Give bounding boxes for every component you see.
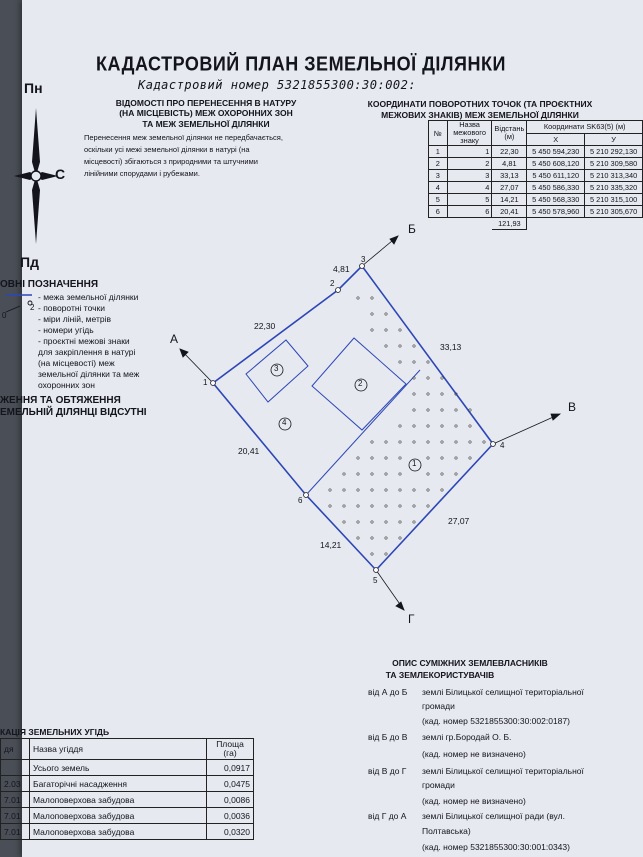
page-title: КАДАСТРОВИЙ ПЛАН ЗЕМЕЛЬНОЇ ДІЛЯНКИ <box>96 52 506 75</box>
protected-zones-body-4: лінійними спорудами і рубежами. <box>84 169 200 178</box>
cell-y: 5 210 309,580 <box>585 158 643 170</box>
protected-zones-heading-2: (НА МІСЦЕВІСТЬ) МЕЖ ОХОРОННИХ ЗОН <box>119 108 293 118</box>
cell-name: Багаторічні насадження <box>30 776 207 792</box>
cell-no: 3 <box>429 170 448 182</box>
cell-no: 1 <box>429 146 448 158</box>
col-sign-header-l1: Назва <box>459 120 480 129</box>
neighbors-heading-1: ОПИС СУМІЖНИХ ЗЕМЛЕВЛАСНИКІВ <box>392 658 548 668</box>
point-marker <box>491 442 496 447</box>
cell-sign: 4 <box>447 182 492 194</box>
cell-name: Малоповерхова забудова <box>30 808 207 824</box>
table-row <box>1 808 254 824</box>
cell-sign: 5 <box>447 194 492 206</box>
side-length-label: 4,81 <box>333 264 350 274</box>
cell-x: 5 450 608,120 <box>527 158 585 170</box>
neighbor-line: землі Білицької селищної територіальної <box>422 687 584 697</box>
land-use-col-area <box>207 739 254 760</box>
parcel-number-1: 1 <box>412 459 417 468</box>
neighbors-heading-2: ТА ЗЕМЛЕКОРИСТУВАЧІВ <box>385 670 495 680</box>
cell-area: 0,0917 <box>207 760 254 776</box>
restrictions-heading-1: ЖЕННЯ ТА ОБТЯЖЕННЯ <box>0 395 121 406</box>
cell-area: 0,0320 <box>207 824 254 840</box>
coordinates-heading-2: МЕЖОВИХ ЗНАКІВ) МЕЖ ЗЕМЕЛЬНОЇ ДІЛЯНКИ <box>381 110 579 120</box>
legend-item: охоронних зон <box>38 380 95 390</box>
cell-total-dist: 121,93 <box>492 218 527 230</box>
neighbor-range: від А до Б <box>368 687 408 697</box>
cell-y: 5 210 313,340 <box>585 170 643 182</box>
point-marker <box>304 493 309 498</box>
neighbor-line: (кад. номер не визначено) <box>422 749 526 759</box>
neighbor-line: землі Білицької селищної територіальної <box>422 766 584 776</box>
direction-label-v: В <box>568 400 577 414</box>
direction-label-g: Г <box>408 612 415 626</box>
cell-no: 4 <box>429 182 448 194</box>
neighbor-line: землі гр.Бородай О. Б. <box>422 732 512 742</box>
col-no-header: № <box>429 121 448 146</box>
cell-code: 7.01 <box>1 792 30 808</box>
neighbor-line: (кад. номер 5321855300:30:002:0187) <box>422 716 570 726</box>
cell-name: Малоповерхова забудова <box>30 792 207 808</box>
legend-item: - проєктні межові знаки <box>38 336 130 346</box>
side-length-label: 20,41 <box>238 446 260 456</box>
col-dist-header-l1: Відстань <box>494 124 525 133</box>
neighbor-line: землі Білицької селищної ради (вул. <box>422 811 565 821</box>
cell-area: 0,0475 <box>207 776 254 792</box>
cell-name: Усього земель <box>30 760 207 776</box>
cell-no: 6 <box>429 206 448 218</box>
cell-no: 5 <box>429 194 448 206</box>
side-length-label: 27,07 <box>448 516 470 526</box>
cell-x: 5 450 568,330 <box>527 194 585 206</box>
land-use-heading: КАЦІЯ ЗЕМЕЛЬНИХ УГІДЬ <box>0 727 110 737</box>
col-sign-header-l2: межового <box>453 128 486 137</box>
point-label-1: 1 <box>203 378 208 387</box>
protected-zones-body-1: Перенесення меж земельної ділянки не передбачається, <box>84 133 283 142</box>
direction-label-a: А <box>170 332 179 346</box>
legend-item: земельної ділянки та меж <box>38 369 140 379</box>
cell-dist: 33,13 <box>492 170 527 182</box>
legend-item: - поворотні точки <box>38 303 106 313</box>
parcel-number-2: 2 <box>358 379 363 388</box>
land-use-col-code: дя <box>1 739 30 760</box>
side-length-label: 22,30 <box>254 321 276 331</box>
compass-west-label: С <box>55 166 66 182</box>
neighbor-line: (кад. номер 5321855300:30:001:0343) <box>422 842 570 852</box>
coordinates-heading-1: КООРДИНАТИ ПОВОРОТНИХ ТОЧОК (ТА ПРОЄКТНИХ <box>367 99 593 109</box>
protected-zones-body-2: оскільки усі межі земельної ділянки в натурі (на <box>84 145 250 154</box>
legend-item: для закріплення в натурі <box>38 347 136 357</box>
table-row <box>1 760 254 776</box>
cell-sign: 2 <box>447 158 492 170</box>
cell-area: 0,0036 <box>207 808 254 824</box>
legend-heading: ОВНІ ПОЗНАЧЕННЯ <box>0 279 99 290</box>
col-x-header: X <box>527 133 585 146</box>
cell-x: 5 450 578,960 <box>527 206 585 218</box>
cell-x: 5 450 586,330 <box>527 182 585 194</box>
restrictions-heading-2: ЕМЕЛЬНІЙ ДІЛЯНЦІ ВІДСУТНІ <box>0 407 147 418</box>
protected-zones-heading-3: ТА МЕЖ ЗЕМЕЛЬНОЇ ДІЛЯНКИ <box>142 119 270 129</box>
col-coords-header: Координати SK63(5) (м) <box>527 121 643 134</box>
protected-zones-body-3: місцевості) збігаються з природними та штучними <box>84 157 258 166</box>
side-length-label: 14,21 <box>320 540 342 550</box>
cadastral-number: Кадастровий номер 5321855300:30:002: <box>138 78 417 92</box>
col-y-header: У <box>585 133 643 146</box>
cell-code: 7.01 <box>1 824 30 840</box>
land-use-col-name: Назва угіддя <box>30 739 207 760</box>
point-label-2: 2 <box>330 279 335 288</box>
parcel-number-4: 4 <box>282 418 287 427</box>
legend-item: (на місцевості) меж <box>38 358 115 368</box>
point-label-4: 4 <box>500 441 505 450</box>
direction-label-b: Б <box>408 222 416 236</box>
neighbor-line: Полтавська) <box>422 826 471 836</box>
col-dist-header-l2: (м) <box>504 132 515 141</box>
cell-dist: 14,21 <box>492 194 527 206</box>
col-sign-header-l3: знаку <box>460 136 479 145</box>
legend-item: - номери угідь <box>38 325 94 335</box>
cell-code: 2.03 <box>1 776 30 792</box>
table-row <box>1 776 254 792</box>
cell-code <box>1 760 30 776</box>
protected-zones-heading-1: ВІДОМОСТІ ПРО ПЕРЕНЕСЕННЯ В НАТУРУ <box>115 98 297 108</box>
legend-item: - межа земельної ділянки <box>38 292 139 302</box>
cell-code: 7.01 <box>1 808 30 824</box>
cell-sign: 3 <box>447 170 492 182</box>
point-label-5: 5 <box>373 576 378 585</box>
parcel-1-divider <box>306 370 420 495</box>
point-label-6: 6 <box>298 496 303 505</box>
cell-x: 5 450 594,230 <box>527 146 585 158</box>
cell-y: 5 210 315,100 <box>585 194 643 206</box>
point-label-3: 3 <box>361 255 366 264</box>
side-length-label: 33,13 <box>440 342 462 352</box>
parcel-number-3: 3 <box>274 364 279 373</box>
cell-dist: 4,81 <box>492 158 527 170</box>
neighbor-line: (кад. номер не визначено) <box>422 796 526 806</box>
neighbor-range: від Б до В <box>368 732 408 742</box>
cell-dist: 22,30 <box>492 146 527 158</box>
table-row <box>1 824 254 840</box>
neighbor-line: громади <box>422 780 455 790</box>
land-use-col-area-l1: Площа <box>216 739 244 749</box>
neighbor-range: від В до Г <box>368 766 407 776</box>
cell-name: Малоповерхова забудова <box>30 824 207 840</box>
land-use-col-area-l2: (га) <box>223 748 237 758</box>
point-marker <box>374 568 379 573</box>
legend-sample-left: 0 <box>2 311 7 320</box>
legend-sample-num: 2 <box>30 303 35 312</box>
compass-north-label: Пн <box>24 80 43 96</box>
neighbor-range: від Г до А <box>368 811 407 821</box>
cell-x: 5 450 611,120 <box>527 170 585 182</box>
cell-dist: 27,07 <box>492 182 527 194</box>
cell-sign: 1 <box>447 146 492 158</box>
compass-south-label: Пд <box>20 254 39 270</box>
legend-item: - міри ліній, метрів <box>38 314 111 324</box>
point-marker <box>211 381 216 386</box>
cell-y: 5 210 305,670 <box>585 206 643 218</box>
point-marker <box>360 264 365 269</box>
neighbor-line: громади <box>422 701 455 711</box>
point-marker <box>336 288 341 293</box>
cell-no: 2 <box>429 158 448 170</box>
cell-y: 5 210 335,320 <box>585 182 643 194</box>
cell-sign: 6 <box>447 206 492 218</box>
cell-dist: 20,41 <box>492 206 527 218</box>
table-row <box>1 792 254 808</box>
land-use-table <box>0 738 254 840</box>
cell-y: 5 210 292,130 <box>585 146 643 158</box>
cell-area: 0,0086 <box>207 792 254 808</box>
